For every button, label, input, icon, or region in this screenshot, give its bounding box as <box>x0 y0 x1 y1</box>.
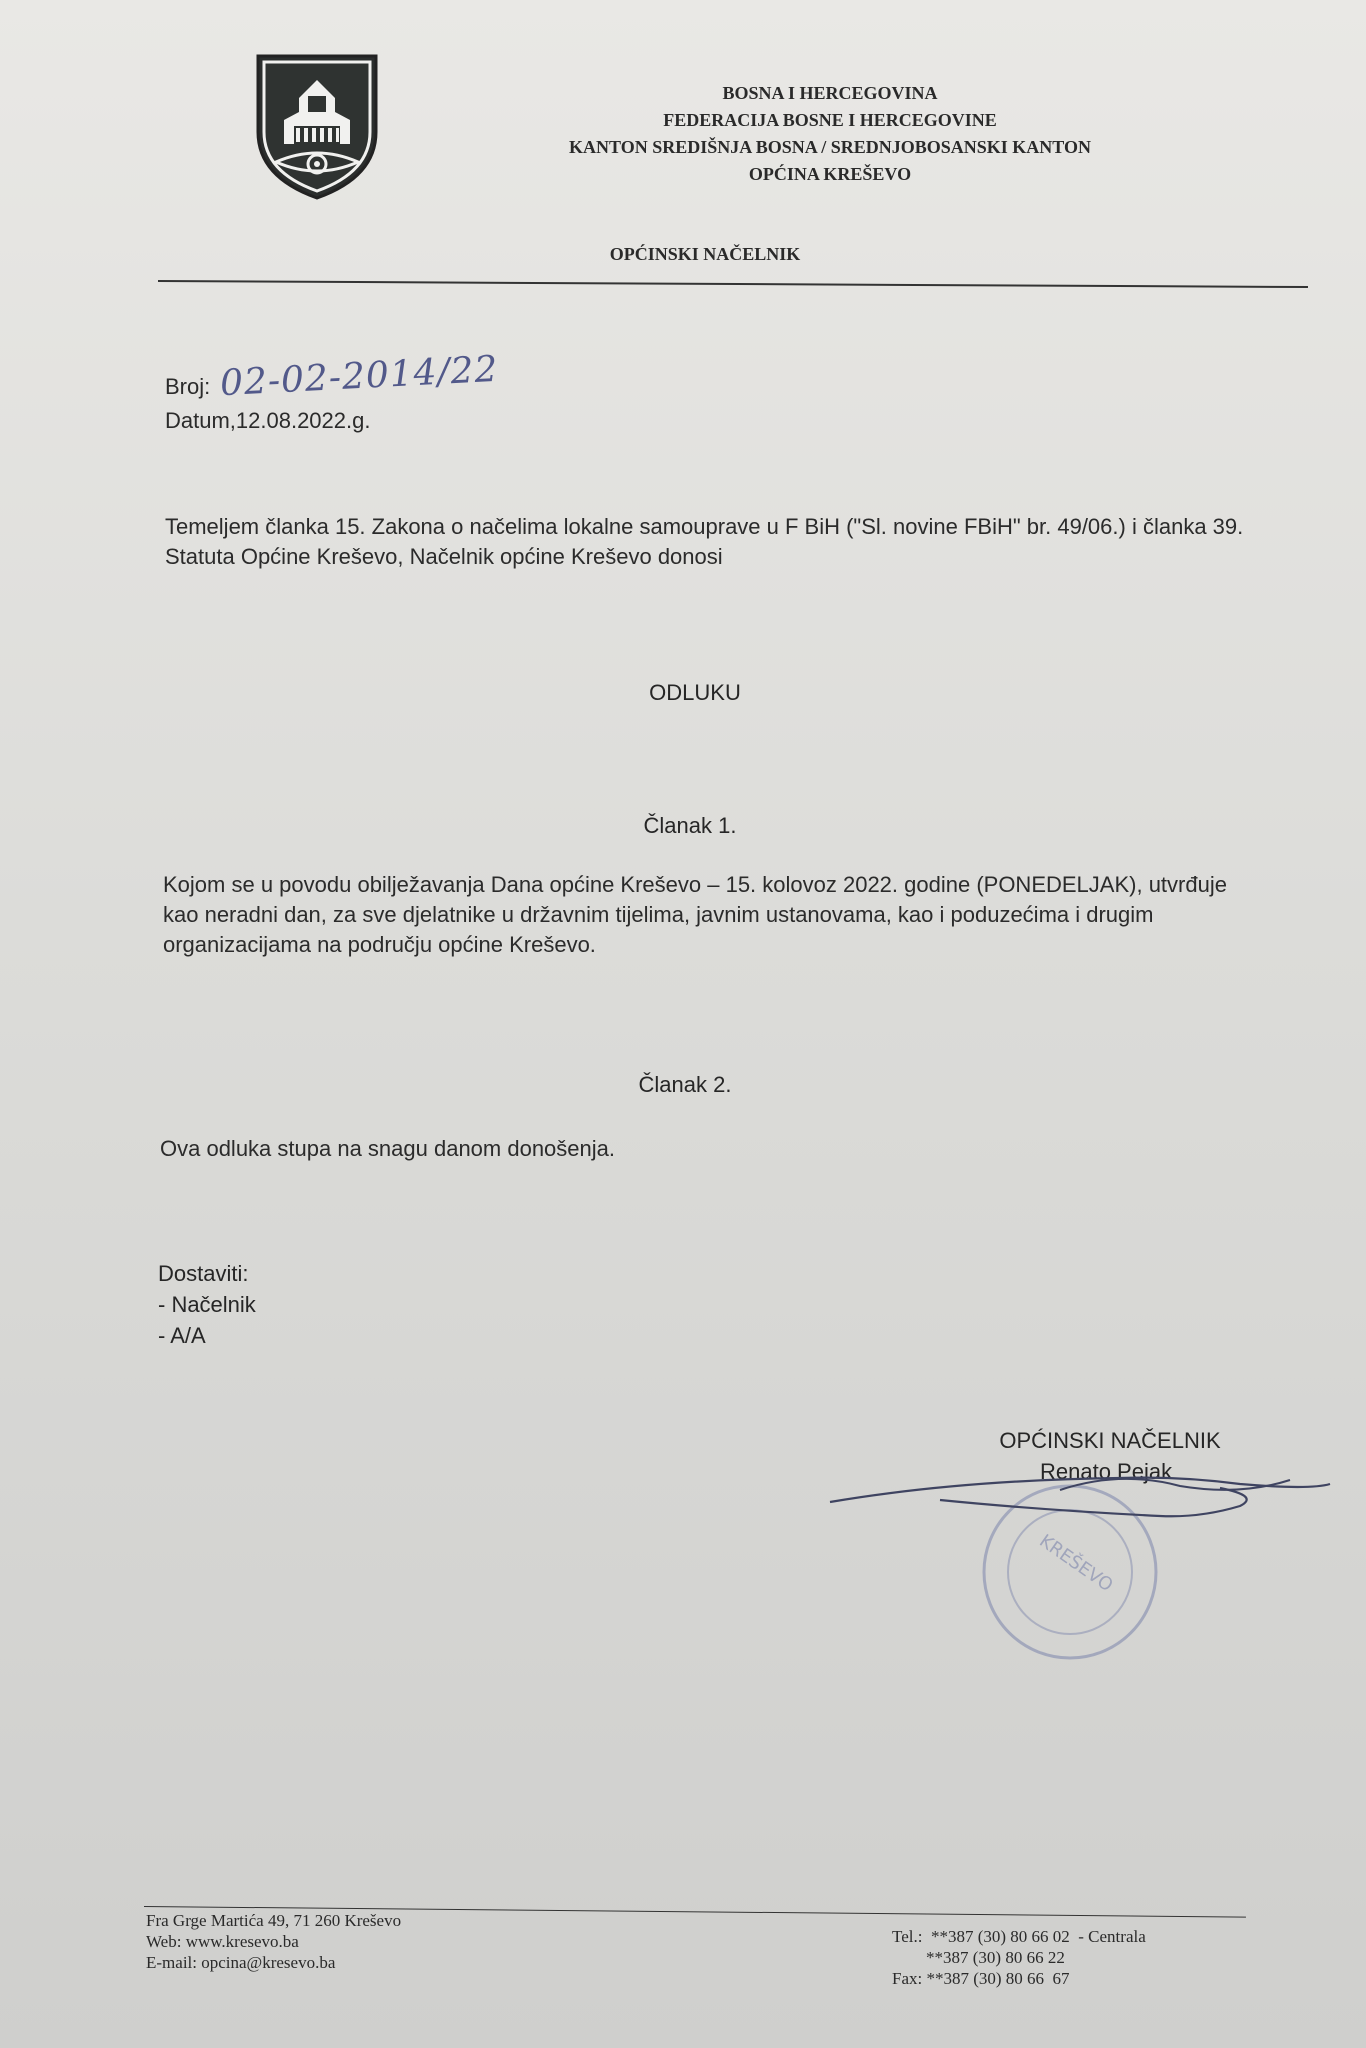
header-department: OPĆINSKI NAČELNIK <box>609 244 801 264</box>
footer-contact-left <box>146 1910 401 1973</box>
distribution-item: - A/A <box>158 1323 206 1348</box>
distribution-list <box>158 1258 256 1351</box>
header-municipality: OPĆINA KREŠEVO <box>748 164 912 184</box>
header-country: BOSNA I HERCEGOVINA <box>722 83 938 103</box>
article-2-text: Ova odluka stupa na snagu danom donošenja. <box>160 1136 615 1161</box>
signature-name: Renato Pejak <box>1040 1459 1173 1484</box>
footer-address: Fra Grge Martića 49, 71 260 Kreševo <box>146 1911 402 1930</box>
coat-of-arms-logo <box>254 52 380 202</box>
distribution-label: Dostaviti: <box>158 1261 249 1286</box>
footer-tel-2: **387 (30) 80 66 22 <box>892 1948 1065 1967</box>
letterhead <box>430 80 1230 188</box>
intro-paragraph: Temeljem članka 15. Zakona o načelima lokalne samouprave u F BiH ("Sl. novine FBiH" br. 49/06.) i članka 39. Statuta Općine Kreševo, Načelnik općine Kreševo donosi <box>165 514 1244 569</box>
document-title: ODLUKU <box>649 680 741 705</box>
article-2-heading: Članak 2. <box>638 1072 732 1097</box>
footer-fax: Fax: **387 (30) 80 66 67 <box>892 1969 1070 1988</box>
footer-contact-right <box>892 1926 1146 1989</box>
distribution-item: - Načelnik <box>158 1292 256 1317</box>
handwritten-signature <box>820 1440 1340 1530</box>
stamp-text: KREŠEVO <box>1035 1530 1117 1597</box>
broj-handwritten-value: 02-02-2014/22 <box>219 348 500 405</box>
footer-web: Web: www.kresevo.ba <box>146 1932 299 1951</box>
article-1-heading: Članak 1. <box>643 813 737 838</box>
header-canton: KANTON SREDIŠNJA BOSNA / SREDNJOBOSANSKI KANTON <box>569 137 1091 157</box>
datum-line: Datum,12.08.2022.g. <box>165 408 371 433</box>
header-federation: FEDERACIJA BOSNE I HERCEGOVINE <box>663 110 997 130</box>
broj-label: Broj: <box>165 374 211 399</box>
footer-email: E-mail: opcina@kresevo.ba <box>146 1953 336 1972</box>
footer-tel-1: Tel.: **387 (30) 80 66 02 - Centrala <box>892 1927 1146 1946</box>
article-1-text: Kojom se u povodu obilježavanja Dana općine Kreševo – 15. kolovoz 2022. godine (PONEDELJAK), utvrđuje kao neradni dan, za sve djelatnike u državnim tijelima, javnim ustanovama, kao i poduzećima i drugim organizacijama na području općine Kreševo. <box>163 872 1227 957</box>
header-divider <box>158 280 1308 288</box>
signature-title: OPĆINSKI NAČELNIK <box>999 1428 1221 1453</box>
